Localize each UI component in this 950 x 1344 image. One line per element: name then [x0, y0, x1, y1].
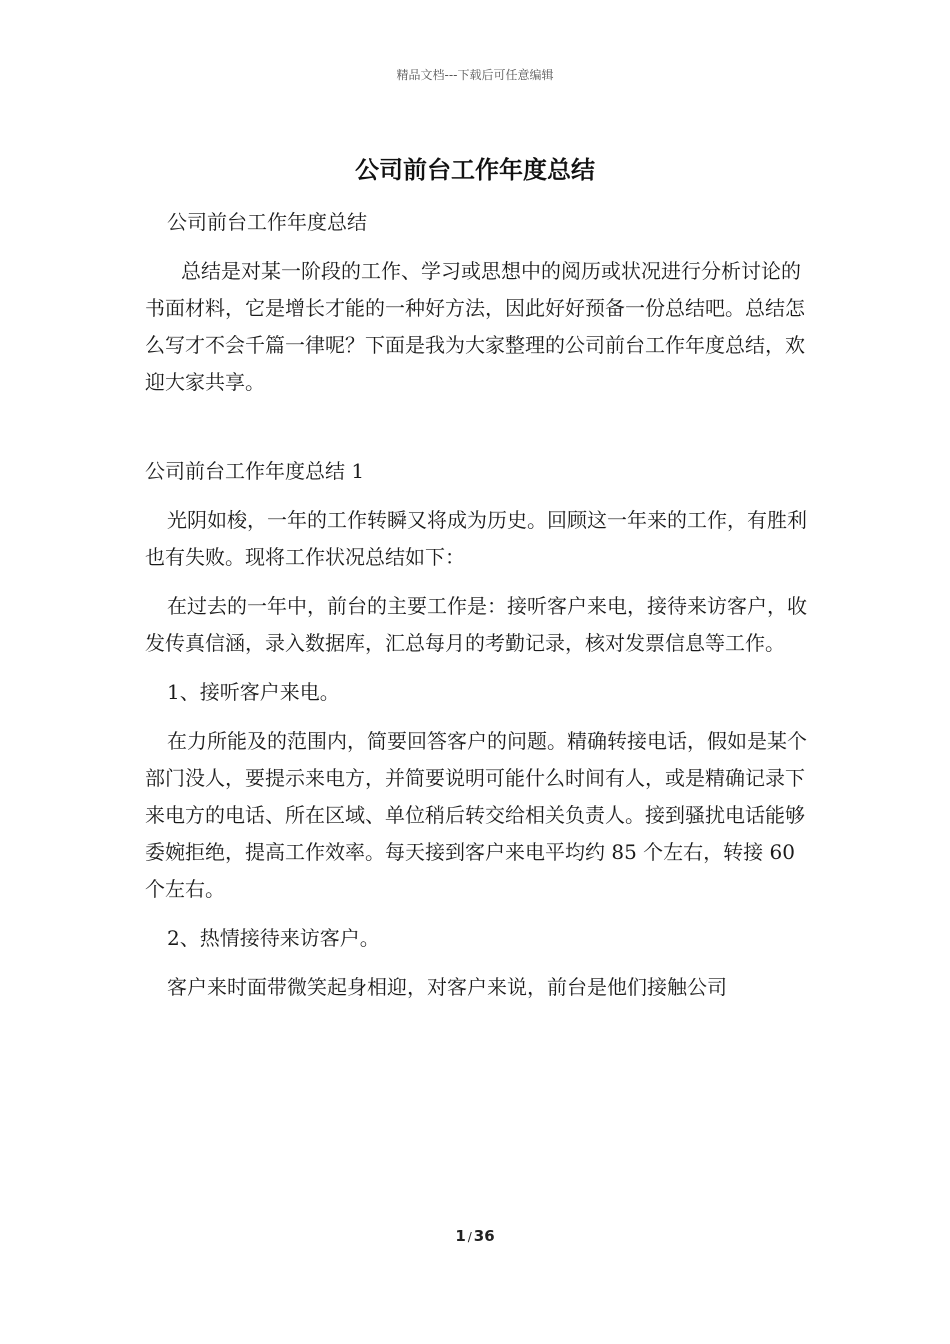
body-paragraph: 在力所能及的范围内，简要回答客户的问题。精确转接电话，假如是某个部门没人，要提示来电方，并简要说明可能什么时间有人，或是精确记录下来电方的电话、所在区域、单位稍后转交给相关负责人。接到骚扰电话能够委婉拒绝，提高工作效率。每天接到客户来电平均约 85 个左右，转接 60 个左右。 [145, 729, 807, 901]
subtitle-paragraph: 公司前台工作年度总结 [167, 210, 367, 234]
page-number [0, 1227, 950, 1245]
document-title: 公司前台工作年度总结 [355, 155, 595, 184]
body-paragraph: 在过去的一年中，前台的主要工作是：接听客户来电，接待来访客户，收发传真信涵，录入数据库，汇总每月的考勤记录，核对发票信息等工作。 [145, 594, 807, 655]
body-paragraph: 光阴如梭，一年的工作转瞬又将成为历史。回顾这一年来的工作，有胜利也有失败。现将工作状况总结如下： [145, 508, 807, 569]
page-total: 36 [473, 1227, 495, 1245]
intro-paragraph: 总结是对某一阶段的工作、学习或思想中的阅历或状况进行分析讨论的书面材料，它是增长才能的一种好方法，因此好好预备一份总结吧。总结怎么写才不会千篇一律呢？下面是我为大家整理的公司前台工作年度总结，欢迎大家共享。 [145, 259, 805, 394]
page-separator: / [467, 1230, 472, 1244]
section-heading: 公司前台工作年度总结 1 [145, 459, 365, 483]
list-heading: 2、热情接待来访客户。 [167, 926, 380, 950]
page-header: 精品文档---下载后可任意编辑 [396, 68, 554, 82]
body-paragraph: 客户来时面带微笑起身相迎，对客户来说，前台是他们接触公司 [167, 975, 727, 999]
list-heading: 1、接听客户来电。 [167, 680, 340, 704]
document-body [145, 204, 810, 1006]
page-current: 1 [455, 1227, 466, 1245]
